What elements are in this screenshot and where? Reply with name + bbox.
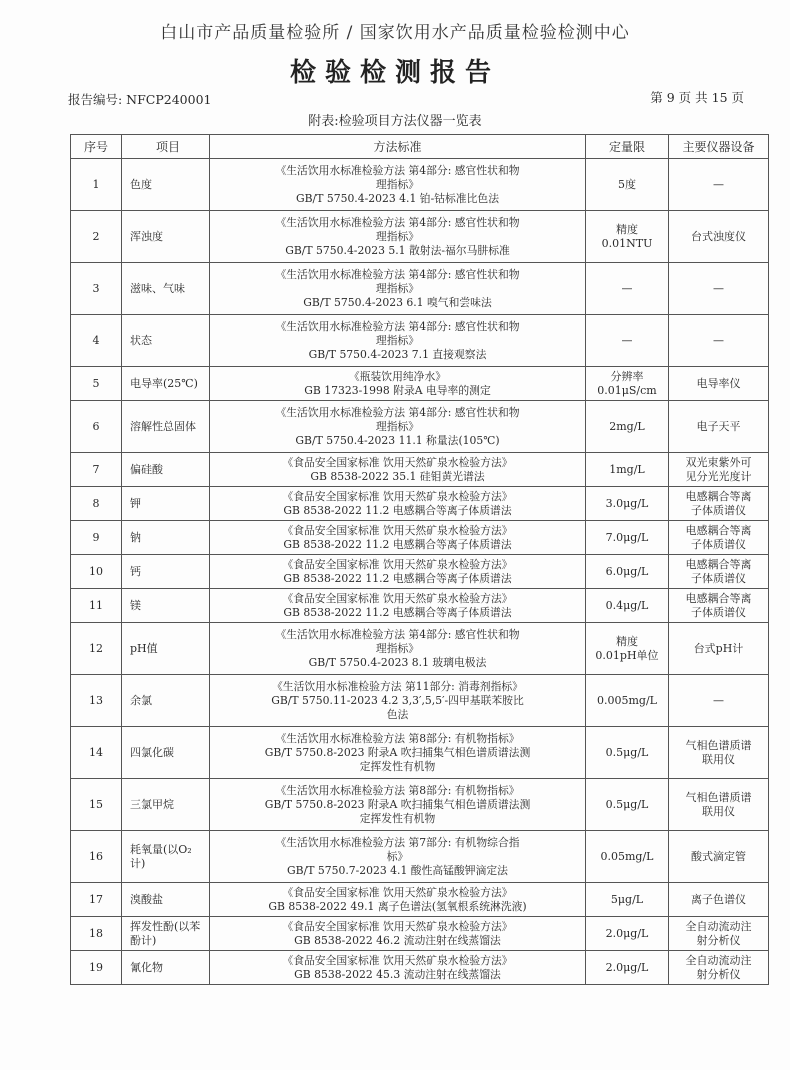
table-row (71, 159, 769, 211)
header-method: 方法标准 (210, 135, 586, 159)
row-limit: 3.0μg/L (586, 487, 669, 521)
row-instrument: 离子色谱仪 (669, 883, 769, 917)
row-number: 10 (71, 555, 122, 589)
row-item: 溶解性总固体 (122, 401, 210, 453)
row-item: 偏硅酸 (122, 453, 210, 487)
table-row (71, 211, 769, 263)
row-number: 17 (71, 883, 122, 917)
table-row (71, 487, 769, 521)
method-table (70, 134, 769, 985)
row-number: 15 (71, 779, 122, 831)
row-item: 色度 (122, 159, 210, 211)
row-instrument: — (669, 159, 769, 211)
row-number: 18 (71, 917, 122, 951)
row-limit: 1mg/L (586, 453, 669, 487)
table-row (71, 367, 769, 401)
row-limit: — (586, 263, 669, 315)
report-number: 报告编号: NFCP240001 (68, 92, 212, 107)
table-row (71, 315, 769, 367)
row-method: 《生活饮用水标准检验方法 第8部分: 有机物指标》 GB/T 5750.8-2023 附录A 吹扫捕集气相色谱质谱法测 定挥发性有机物 (210, 779, 586, 831)
header-instrument: 主要仪器设备 (669, 135, 769, 159)
row-method: 《食品安全国家标准 饮用天然矿泉水检验方法》 GB 8538-2022 11.2 电感耦合等离子体质谱法 (210, 521, 586, 555)
row-limit: 0.5μg/L (586, 727, 669, 779)
row-number: 8 (71, 487, 122, 521)
row-method: 《生活饮用水标准检验方法 第11部分: 消毒剂指标》 GB/T 5750.11-2023 4.2 3,3′,5,5′-四甲基联苯胺比 色法 (210, 675, 586, 727)
row-instrument: 电感耦合等离 子体质谱仪 (669, 487, 769, 521)
row-item: 钾 (122, 487, 210, 521)
row-instrument: 双光束紫外可 见分光光度计 (669, 453, 769, 487)
row-limit: 分辨率 0.01μS/cm (586, 367, 669, 401)
row-limit: 7.0μg/L (586, 521, 669, 555)
row-method: 《食品安全国家标准 饮用天然矿泉水检验方法》 GB 8538-2022 45.3 流动注射在线蒸馏法 (210, 951, 586, 985)
row-method: 《生活饮用水标准检验方法 第4部分: 感官性状和物 理指标》 GB/T 5750.4-2023 4.1 铂-钴标准比色法 (210, 159, 586, 211)
table-caption: 附表:检验项目方法仪器一览表 (308, 114, 482, 129)
row-method: 《生活饮用水标准检验方法 第4部分: 感官性状和物 理指标》 GB/T 5750.4-2023 7.1 直接观察法 (210, 315, 586, 367)
row-limit: 0.5μg/L (586, 779, 669, 831)
row-instrument: 电感耦合等离 子体质谱仪 (669, 521, 769, 555)
row-number: 19 (71, 951, 122, 985)
row-item: 氰化物 (122, 951, 210, 985)
table-row (71, 263, 769, 315)
row-method: 《生活饮用水标准检验方法 第4部分: 感官性状和物 理指标》 GB/T 5750.4-2023 6.1 嗅气和尝味法 (210, 263, 586, 315)
row-method: 《生活饮用水标准检验方法 第4部分: 感官性状和物 理指标》 GB/T 5750.4-2023 5.1 散射法-福尔马肼标准 (210, 211, 586, 263)
row-item: 滋味、气味 (122, 263, 210, 315)
row-method: 《食品安全国家标准 饮用天然矿泉水检验方法》 GB 8538-2022 46.2 流动注射在线蒸馏法 (210, 917, 586, 951)
header-item: 项目 (122, 135, 210, 159)
row-item: 余氯 (122, 675, 210, 727)
row-item: pH值 (122, 623, 210, 675)
row-instrument: 气相色谱质谱 联用仪 (669, 727, 769, 779)
report-title: 检验检测报告 (289, 58, 500, 88)
row-instrument: 电感耦合等离 子体质谱仪 (669, 589, 769, 623)
row-instrument: 电感耦合等离 子体质谱仪 (669, 555, 769, 589)
row-limit: 2.0μg/L (586, 917, 669, 951)
row-instrument: — (669, 315, 769, 367)
row-limit: 0.05mg/L (586, 831, 669, 883)
row-instrument: — (669, 263, 769, 315)
table-row (71, 623, 769, 675)
row-limit: 5μg/L (586, 883, 669, 917)
row-instrument: 气相色谱质谱 联用仪 (669, 779, 769, 831)
table-row (71, 675, 769, 727)
row-number: 1 (71, 159, 122, 211)
row-instrument: 全自动流动注 射分析仪 (669, 951, 769, 985)
row-number: 7 (71, 453, 122, 487)
row-item: 挥发性酚(以苯酚计) (122, 917, 210, 951)
row-method: 《生活饮用水标准检验方法 第8部分: 有机物指标》 GB/T 5750.8-2023 附录A 吹扫捕集气相色谱质谱法测 定挥发性有机物 (210, 727, 586, 779)
row-method: 《食品安全国家标准 饮用天然矿泉水检验方法》 GB 8538-2022 11.2 电感耦合等离子体质谱法 (210, 589, 586, 623)
table-body (71, 159, 769, 985)
row-method: 《生活饮用水标准检验方法 第7部分: 有机物综合指 标》 GB/T 5750.7-2023 4.1 酸性高锰酸钾滴定法 (210, 831, 586, 883)
table-row (71, 401, 769, 453)
table-row (71, 727, 769, 779)
row-method: 《瓶装饮用纯净水》 GB 17323-1998 附录A 电导率的测定 (210, 367, 586, 401)
row-number: 16 (71, 831, 122, 883)
row-number: 6 (71, 401, 122, 453)
row-instrument: 酸式滴定管 (669, 831, 769, 883)
row-number: 11 (71, 589, 122, 623)
row-limit: 精度 0.01pH单位 (586, 623, 669, 675)
row-number: 12 (71, 623, 122, 675)
table-row (71, 883, 769, 917)
row-item: 状态 (122, 315, 210, 367)
row-item: 耗氧量(以O₂计) (122, 831, 210, 883)
row-number: 2 (71, 211, 122, 263)
organization-name: 白山市产品质量检验所 / 国家饮用水产品质量检验检测中心 (160, 23, 630, 43)
row-limit: 精度 0.01NTU (586, 211, 669, 263)
row-instrument: 台式浊度仪 (669, 211, 769, 263)
row-item: 镁 (122, 589, 210, 623)
row-instrument: 电导率仪 (669, 367, 769, 401)
page-number: 第 9 页 共 15 页 (650, 90, 744, 105)
row-instrument: 台式pH计 (669, 623, 769, 675)
table-row (71, 453, 769, 487)
row-method: 《生活饮用水标准检验方法 第4部分: 感官性状和物 理指标》 GB/T 5750.4-2023 11.1 称量法(105℃) (210, 401, 586, 453)
table-row (71, 831, 769, 883)
row-item: 电导率(25℃) (122, 367, 210, 401)
row-number: 4 (71, 315, 122, 367)
row-method: 《食品安全国家标准 饮用天然矿泉水检验方法》 GB 8538-2022 35.1 硅钼黄光谱法 (210, 453, 586, 487)
row-number: 14 (71, 727, 122, 779)
table-row (71, 555, 769, 589)
row-instrument: 全自动流动注 射分析仪 (669, 917, 769, 951)
row-method: 《食品安全国家标准 饮用天然矿泉水检验方法》 GB 8538-2022 11.2 电感耦合等离子体质谱法 (210, 555, 586, 589)
row-instrument: — (669, 675, 769, 727)
row-instrument: 电子天平 (669, 401, 769, 453)
row-number: 5 (71, 367, 122, 401)
table-row (71, 779, 769, 831)
row-item: 四氯化碳 (122, 727, 210, 779)
header-limit: 定量限 (586, 135, 669, 159)
row-limit: 2mg/L (586, 401, 669, 453)
row-item: 钙 (122, 555, 210, 589)
row-item: 浑浊度 (122, 211, 210, 263)
row-item: 三氯甲烷 (122, 779, 210, 831)
header-no: 序号 (71, 135, 122, 159)
table-row (71, 589, 769, 623)
row-item: 钠 (122, 521, 210, 555)
row-method: 《食品安全国家标准 饮用天然矿泉水检验方法》 GB 8538-2022 11.2 电感耦合等离子体质谱法 (210, 487, 586, 521)
row-limit: 5度 (586, 159, 669, 211)
row-limit: 6.0μg/L (586, 555, 669, 589)
row-limit: — (586, 315, 669, 367)
row-limit: 0.005mg/L (586, 675, 669, 727)
table-row (71, 951, 769, 985)
row-limit: 2.0μg/L (586, 951, 669, 985)
row-method: 《食品安全国家标准 饮用天然矿泉水检验方法》 GB 8538-2022 49.1 离子色谱法(氢氧根系统淋洗液) (210, 883, 586, 917)
row-number: 9 (71, 521, 122, 555)
row-method: 《生活饮用水标准检验方法 第4部分: 感官性状和物 理指标》 GB/T 5750.4-2023 8.1 玻璃电极法 (210, 623, 586, 675)
row-item: 溴酸盐 (122, 883, 210, 917)
row-number: 3 (71, 263, 122, 315)
table-row (71, 917, 769, 951)
row-limit: 0.4μg/L (586, 589, 669, 623)
table-row (71, 521, 769, 555)
table-header-row (71, 135, 769, 159)
row-number: 13 (71, 675, 122, 727)
